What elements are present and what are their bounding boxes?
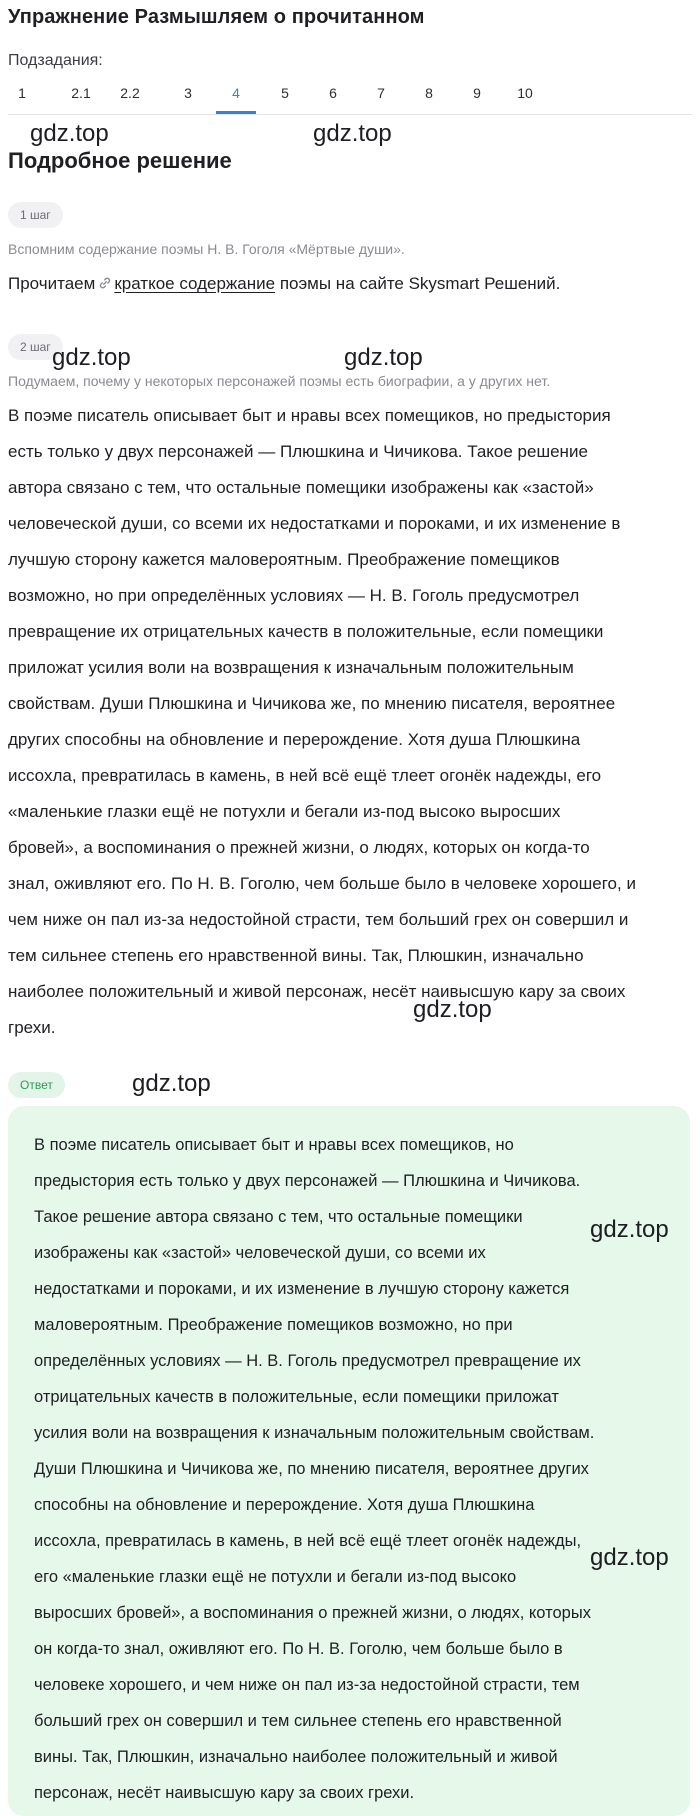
answer-line: его «маленькие глазки ещё не потухли и бегали из-под высоко [34, 1568, 517, 1586]
read-suffix: поэмы на сайте Skysmart Решений. [279, 274, 561, 293]
text-line: свойствам. Души Плюшкина и Чичикова же, по мнению писателя, вероятнее [8, 694, 616, 713]
answer-line: определённых условиях — Н. В. Гоголь предусмотрел превращение их [34, 1352, 581, 1370]
text-line: иссохла, превратилась в камень, в ней всё ещё тлеет огонёк надежды, его [8, 766, 602, 785]
answer-line: недостатками и пороками, и их изменение в лучшую сторону кажется [34, 1280, 570, 1298]
watermark: gdz.top [413, 996, 492, 1023]
tab-3[interactable]: 3 [184, 85, 192, 101]
text-line: превращение их отрицательных качеств в положительные, если помещики [8, 622, 604, 641]
step-note: Подумаем, почему у некоторых персонажей поэмы есть биографии, а у других нет. [8, 373, 551, 389]
summary-link[interactable]: краткое содержание [114, 274, 276, 293]
answer-line: усилия воли на возвращения к изначальным положительным свойствам. [34, 1424, 595, 1442]
watermark: gdz.top [590, 1216, 669, 1243]
link-icon [98, 276, 112, 290]
answer-line: персонаж, несёт наивысшую кару за своих грехи. [34, 1784, 415, 1802]
tab-2-2[interactable]: 2.2 [120, 85, 140, 101]
text-line: чем ниже он пал из-за недостойной страсти, тем больший грех он совершил и [8, 910, 629, 929]
answer-line: выросших бровей», а воспоминания о прежней жизни, о людях, которых [34, 1604, 591, 1622]
text-line: человеческой души, со всеми их недостатками и пороками, и их изменение в [8, 514, 621, 533]
tab-8[interactable]: 8 [425, 85, 433, 101]
text-line: автора связано с тем, что остальные помещики изображены как «застой» [8, 478, 594, 497]
watermark: gdz.top [313, 120, 392, 147]
text-line: «маленькие глазки ещё не потухли и бегали из-под высоко выросших [8, 802, 561, 821]
answer-box [8, 1106, 690, 1816]
text-line: грехи. [8, 1018, 56, 1037]
subtask-tabs [8, 78, 692, 115]
answer-line: человеке хорошего, и чем ниже он пал из-за недостойной страсти, тем [34, 1676, 580, 1694]
tab-10[interactable]: 10 [517, 85, 533, 101]
answer-line: изображены как «застой» человеческой души, со всеми их [34, 1244, 486, 1262]
answer-line: больший грех он совершил и тем сильнее степень его нравственной [34, 1712, 562, 1730]
text-line: В поэме писатель описывает быт и нравы всех помещиков, но предыстория [8, 406, 611, 425]
answer-line: отрицательных качеств в положительные, если помещики приложат [34, 1388, 559, 1406]
watermark: gdz.top [132, 1070, 211, 1097]
text-line: возможно, но при определённых условиях — Н. В. Гоголь предусмотрел [8, 586, 580, 605]
answer-line: маловероятным. Преображение помещиков возможно, но при [34, 1316, 513, 1334]
step-note: Вспомним содержание поэмы Н. В. Гоголя «Мёртвые души». [8, 241, 405, 257]
read-prefix: Прочитаем [8, 274, 96, 293]
text-line: наиболее положительный и живой персонаж, несёт наивысшую кару за своих [8, 982, 626, 1001]
watermark: gdz.top [52, 344, 131, 371]
tab-9[interactable]: 9 [473, 85, 481, 101]
answer-line: Души Плюшкина и Чичикова же, по мнению писателя, вероятнее других [34, 1460, 589, 1478]
step-badge: 2 шаг [8, 334, 63, 360]
watermark: gdz.top [344, 344, 423, 371]
answer-line: предыстория есть только у двух персонажей — Плюшкина и Чичикова. [34, 1172, 581, 1190]
step-badge: 1 шаг [8, 202, 63, 228]
text-line: приложат усилия воли на возвращения к изначальным положительным [8, 658, 574, 677]
text-line: лучшую сторону кажется маловероятным. Преображение помещиков [8, 550, 560, 569]
answer-line: способны на обновление и перерождение. Хотя душа Плюшкина [34, 1496, 535, 1514]
answer-line: он когда-то знал, оживляют его. По Н. В. Гоголю, чем больше было в [34, 1640, 563, 1658]
text-line: тем сильнее степень его нравственной вины. Так, Плюшкин, изначально [8, 946, 584, 965]
tab-1[interactable]: 1 [18, 85, 26, 101]
tab-5[interactable]: 5 [281, 85, 289, 101]
read-summary-line [8, 274, 560, 294]
answer-line: В поэме писатель описывает быт и нравы всех помещиков, но [34, 1136, 514, 1154]
text-line: знал, оживляют его. По Н. В. Гоголю, чем больше было в человеке хорошего, и [8, 874, 636, 893]
tab-4[interactable]: 4 [216, 78, 256, 114]
solution-title: Подробное решение [8, 148, 232, 173]
tab-2-1[interactable]: 2.1 [71, 85, 91, 101]
answer-badge: Ответ [8, 1072, 65, 1098]
text-line: других способны на обновление и перерождение. Хотя душа Плюшкина [8, 730, 581, 749]
watermark: gdz.top [590, 1544, 669, 1571]
text-line: бровей», а воспоминания о прежней жизни, о людях, которых он когда-то [8, 838, 590, 857]
subtasks-label: Подзадания: [8, 52, 103, 69]
text-line: есть только у двух персонажей — Плюшкина и Чичикова. Такое решение [8, 442, 588, 461]
tab-6[interactable]: 6 [329, 85, 337, 101]
tab-7[interactable]: 7 [377, 85, 385, 101]
answer-line: вины. Так, Плюшкин, изначально наиболее положительный и живой [34, 1748, 558, 1766]
watermark: gdz.top [30, 120, 109, 147]
answer-line: Такое решение автора связано с тем, что остальные помещики [34, 1208, 523, 1226]
page-title: Упражнение Размышляем о прочитанном [8, 6, 425, 28]
answer-line: иссохла, превратилась в камень, в ней всё ещё тлеет огонёк надежды, [34, 1532, 582, 1550]
